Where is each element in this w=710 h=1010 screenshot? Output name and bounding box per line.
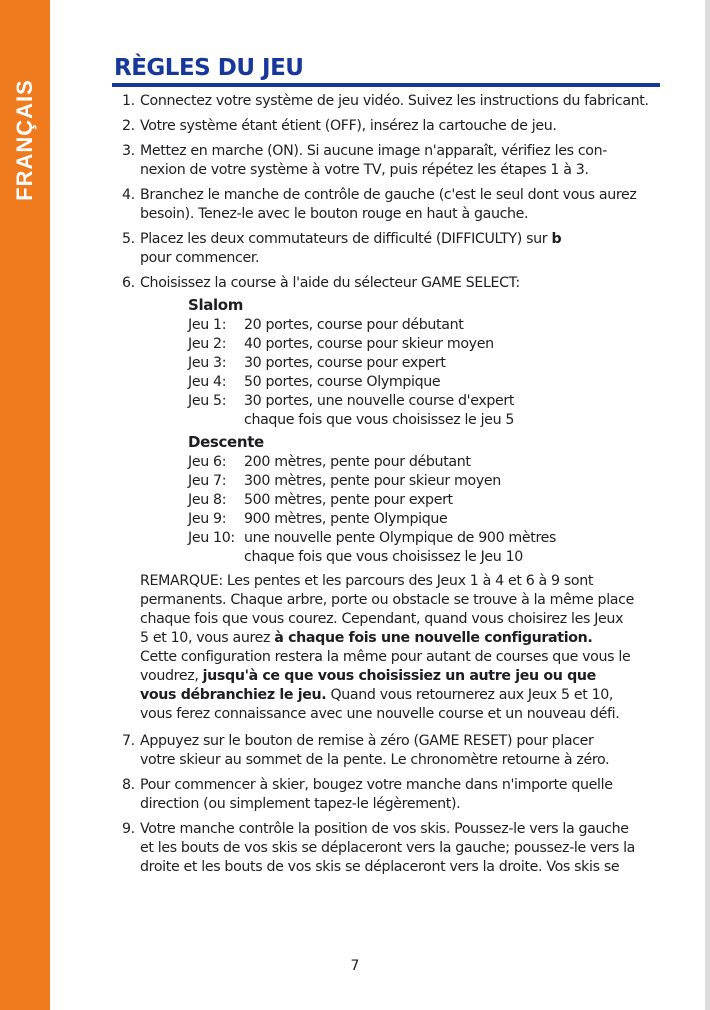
step-text-line: et les bouts de vos skis se déplaceront vers la gauche; poussez-le vers la	[140, 840, 636, 856]
remark-text: Quand vous retournerez aux Jeux 5 et 10,	[330, 687, 614, 703]
side-language-label: FRANÇAIS	[12, 79, 37, 201]
step-number: 9.	[122, 821, 135, 837]
slalom-section	[188, 296, 664, 430]
game-line	[188, 510, 664, 529]
step-7	[0, 732, 664, 770]
game-label: Jeu 7:	[188, 473, 227, 489]
game-line	[188, 529, 664, 548]
page-title: RÈGLES DU JEU	[114, 55, 304, 81]
remark-line: REMARQUE: Les pentes et les parcours des Jeux 1 à 4 et 6 à 9 sont	[140, 573, 594, 589]
descente-heading: Descente	[188, 433, 264, 451]
game-label: Jeu 9:	[188, 511, 227, 527]
step-text-line: Mettez en marche (ON). Si aucune image n'apparaît, vérifiez les con-	[140, 143, 608, 159]
step-text-line: Votre manche contrôle la position de vos skis. Poussez-le vers la gauche	[140, 821, 629, 837]
remark-line: permanents. Chaque arbre, porte ou obstacle se trouve à la même place	[140, 592, 634, 608]
step-5	[0, 230, 664, 268]
step-3	[0, 142, 664, 180]
step-text: Placez les deux commutateurs de difficulté (DIFFICULTY) sur	[140, 231, 548, 247]
title-rule	[112, 83, 660, 87]
game-line	[188, 373, 664, 392]
game-line-continued: chaque fois que vous choisissez le jeu 5	[244, 412, 515, 428]
game-label: Jeu 8:	[188, 492, 227, 508]
step-text-line: votre skieur au sommet de la pente. Le chronomètre retourne à zéro.	[140, 752, 610, 768]
game-description: une nouvelle pente Olympique de 900 mètres	[244, 530, 557, 546]
game-label: Jeu 4:	[188, 374, 227, 390]
step-text-line: besoin). Tenez-le avec le bouton rouge en haut à gauche.	[140, 206, 529, 222]
remark-text: 5 et 10, vous aurez	[140, 630, 271, 646]
game-line	[188, 392, 664, 411]
game-description: 20 portes, course pour débutant	[244, 317, 464, 333]
game-description: 50 portes, course Olympique	[244, 374, 441, 390]
step-4	[0, 186, 664, 224]
remark-text: voudrez,	[140, 668, 199, 684]
difficulty-setting: b	[551, 231, 562, 247]
game-line	[188, 316, 664, 335]
remark-line	[140, 667, 664, 686]
step-number: 3.	[122, 143, 135, 159]
step-text-line: pour commencer.	[140, 250, 260, 266]
step-text: Votre système étant étient (OFF), insérez la cartouche de jeu.	[140, 118, 557, 134]
game-line	[188, 472, 664, 491]
game-label: Jeu 1:	[188, 317, 227, 333]
step-number: 2.	[122, 118, 135, 134]
game-description: 900 mètres, pente Olympique	[244, 511, 448, 527]
remark-emphasis: vous débranchiez le jeu.	[140, 687, 327, 703]
game-line	[188, 491, 664, 510]
slalom-heading: Slalom	[188, 296, 244, 314]
game-line	[188, 453, 664, 472]
step-text-line: nexion de votre système à votre TV, puis répétez les étapes 1 à 3.	[140, 162, 589, 178]
rules-list	[0, 92, 710, 883]
remark-line	[140, 629, 664, 648]
game-description: 30 portes, une nouvelle course d'expert	[244, 393, 515, 409]
step-text-line: Appuyez sur le bouton de remise à zéro (GAME RESET) pour placer	[140, 733, 594, 749]
game-line	[188, 354, 664, 373]
remark-line: chaque fois que vous courez. Cependant, quand vous choisirez les Jeux	[140, 611, 624, 627]
game-line	[188, 335, 664, 354]
step-2	[0, 117, 664, 136]
step-number: 5.	[122, 231, 135, 247]
step-text-line	[140, 230, 664, 249]
game-label: Jeu 2:	[188, 336, 227, 352]
game-label: Jeu 5:	[188, 393, 227, 409]
remark-line	[140, 686, 664, 705]
game-line-continued: chaque fois que vous choisissez le Jeu 10	[244, 549, 523, 565]
game-description: 500 mètres, pente pour expert	[244, 492, 453, 508]
step-number: 6.	[122, 275, 135, 291]
remark-paragraph	[140, 572, 664, 724]
remark-line: vous ferez connaissance avec une nouvelle course et un nouveau défi.	[140, 706, 620, 722]
game-label: Jeu 10:	[188, 530, 235, 546]
step-text-line: droite et les bouts de vos skis se déplaceront vers la droite. Vos skis se	[140, 859, 620, 875]
step-text: Connectez votre système de jeu vidéo. Suivez les instructions du fabricant.	[140, 93, 649, 109]
step-text-line: Pour commencer à skier, bougez votre manche dans n'importe quelle	[140, 777, 613, 793]
step-text-line: Branchez le manche de contrôle de gauche (c'est le seul dont vous aurez	[140, 187, 637, 203]
remark-emphasis: à chaque fois une nouvelle configuration.	[274, 630, 593, 646]
step-6	[0, 274, 664, 724]
game-description: 300 mètres, pente pour skieur moyen	[244, 473, 501, 489]
step-9	[0, 820, 664, 877]
game-description: 40 portes, course pour skieur moyen	[244, 336, 494, 352]
game-description: 30 portes, course pour expert	[244, 355, 446, 371]
step-number: 4.	[122, 187, 135, 203]
game-description: 200 mètres, pente pour débutant	[244, 454, 471, 470]
step-text-line: direction (ou simplement tapez-le légèrement).	[140, 796, 461, 812]
page-number: 7	[350, 958, 360, 974]
step-1	[0, 92, 664, 111]
step-8	[0, 776, 664, 814]
game-label: Jeu 3:	[188, 355, 227, 371]
step-number: 7.	[122, 733, 135, 749]
descente-section	[188, 433, 664, 567]
step-text: Choisissez la course à l'aide du sélecteur GAME SELECT:	[140, 275, 520, 291]
step-number: 1.	[122, 93, 135, 109]
remark-emphasis: jusqu'à ce que vous choisissiez un autre jeu ou que	[202, 668, 596, 684]
step-number: 8.	[122, 777, 135, 793]
remark-line: Cette configuration restera la même pour autant de courses que vous le	[140, 649, 631, 665]
game-label: Jeu 6:	[188, 454, 227, 470]
